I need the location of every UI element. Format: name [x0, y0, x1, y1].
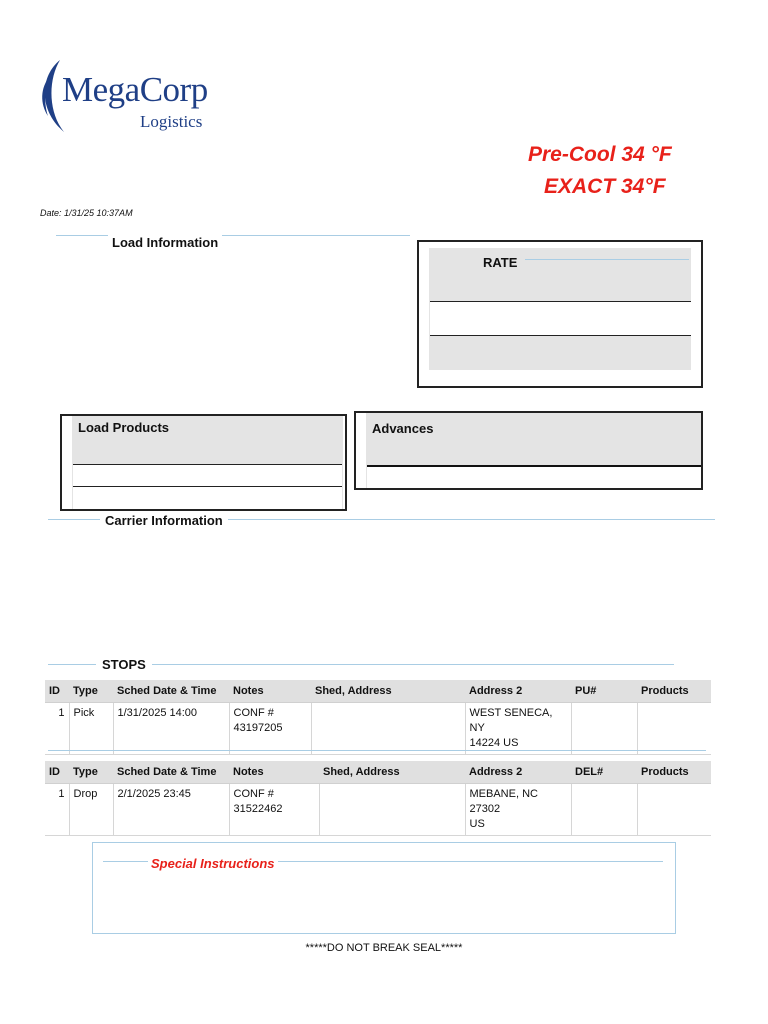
- pick-stops-table: [45, 680, 711, 755]
- stops-separator: [48, 750, 706, 751]
- col-header-sched: Sched Date & Time: [113, 761, 229, 784]
- products-row-line: [73, 464, 342, 465]
- advances-title: Advances: [372, 421, 434, 436]
- cell-del: [571, 784, 637, 836]
- address-line: US: [469, 818, 485, 830]
- cell-type: Pick: [69, 703, 113, 755]
- products-row-line: [73, 486, 342, 487]
- notes-line: CONF #: [233, 788, 274, 800]
- table-header-row: [45, 761, 711, 784]
- address-line: MEBANE, NC 27302: [469, 788, 538, 815]
- advances-box: [354, 411, 703, 490]
- rate-box: [417, 240, 703, 388]
- col-header-shed-address: Shed, Address: [311, 680, 465, 703]
- load-products-title: Load Products: [78, 420, 170, 435]
- col-header-type: Type: [69, 761, 113, 784]
- logo-subtitle: Logistics: [140, 112, 203, 131]
- col-header-id: ID: [45, 761, 69, 784]
- col-header-notes: Notes: [229, 761, 319, 784]
- rate-title: RATE: [483, 255, 518, 270]
- table-row: [45, 703, 711, 755]
- col-header-address2: Address 2: [465, 680, 571, 703]
- address-line: WEST SENECA, NY: [469, 707, 553, 734]
- cell-products: [637, 784, 711, 836]
- advances-row-line: [367, 465, 701, 467]
- load-information-title: Load Information: [108, 235, 222, 250]
- notes-line: CONF #: [233, 707, 274, 719]
- cell-pu: [571, 703, 637, 755]
- logo-name: MegaCorp: [62, 70, 208, 109]
- notes-line: 43197205: [233, 722, 283, 734]
- cell-notes: [229, 784, 319, 836]
- address-line: 14224 US: [469, 737, 519, 749]
- cell-id: 1: [45, 703, 69, 755]
- cell-notes: [229, 703, 311, 755]
- col-header-address2: Address 2: [465, 761, 571, 784]
- cell-address2: [465, 784, 571, 836]
- rate-row-line: [430, 301, 691, 302]
- col-header-del: DEL#: [571, 761, 637, 784]
- precool-temp: Pre-Cool 34 °F: [528, 143, 672, 166]
- cell-type: Drop: [69, 784, 113, 836]
- seal-notice: *****DO NOT BREAK SEAL*****: [305, 942, 463, 954]
- cell-products: [637, 703, 711, 755]
- exact-temp: EXACT 34°F: [544, 175, 666, 198]
- table-row: [45, 784, 711, 836]
- cell-address2: [465, 703, 571, 755]
- col-header-products: Products: [637, 761, 711, 784]
- stops-title: STOPS: [96, 657, 152, 672]
- special-instructions-box: [92, 842, 676, 934]
- document-date: Date: 1/31/25 10:37AM: [40, 208, 133, 218]
- rate-rule: [525, 259, 689, 260]
- cell-sched: 2/1/2025 23:45: [113, 784, 229, 836]
- col-header-products: Products: [637, 680, 711, 703]
- col-header-pu: PU#: [571, 680, 637, 703]
- col-header-type: Type: [69, 680, 113, 703]
- notes-line: 31522462: [233, 803, 283, 815]
- rate-row-line: [430, 335, 691, 336]
- table-header-row: [45, 680, 711, 703]
- cell-shed-address: [311, 703, 465, 755]
- drop-stops-table: [45, 761, 711, 836]
- cell-shed-address: [319, 784, 465, 836]
- company-logo: [34, 56, 244, 136]
- carrier-information-title: Carrier Information: [100, 513, 228, 528]
- col-header-id: ID: [45, 680, 69, 703]
- cell-id: 1: [45, 784, 69, 836]
- load-products-box: [60, 414, 347, 511]
- col-header-shed-address: Shed, Address: [319, 761, 465, 784]
- special-instructions-title: Special Instructions: [148, 856, 278, 871]
- cell-sched: 1/31/2025 14:00: [113, 703, 229, 755]
- col-header-sched: Sched Date & Time: [113, 680, 229, 703]
- col-header-notes: Notes: [229, 680, 311, 703]
